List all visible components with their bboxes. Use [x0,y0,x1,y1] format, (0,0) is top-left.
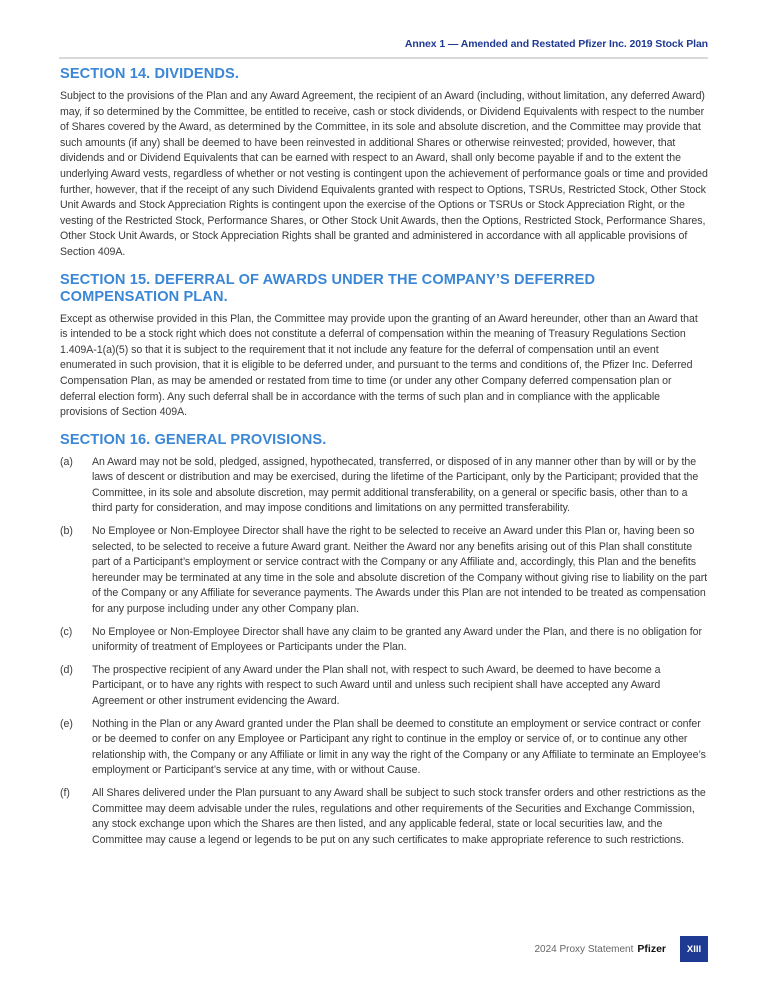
running-header-title: Annex 1 — Amended and Restated Pfizer Inc. 2019 Stock Plan [404,38,708,50]
footer-brand: Pfizer [637,943,666,955]
page-content [60,66,708,855]
section-14-dividends [60,66,708,261]
item-text: No Employee or Non-Employee Director shall have the right to be selected to receive an Award under this Plan or, having been so selected, to be selected to receive a future Award grant. Neither the Award nor any benefits arising out of this Plan shall constitute part of a Participant’s employment or service contract with the Company or any Affiliate and, accordingly, this Plan and the benefits hereunder may be terminated at any time in the sole and absolute discretion of the Company without giving rise to liability on the part of the Company or any Affiliate for severance payments. The Awards under this Plan are not intended to be treated as compensation for any purpose including under any other Company plan. [92,525,708,616]
page-number-badge: XIII [680,936,708,962]
section-body: Except as otherwise provided in this Plan, the Committee may provide upon the granting of an Award hereunder, other than an Award that is intended to be a stock right which does not constitute a deferral of compensation within the meaning of Treasury Regulations Section 1.409A-1(a)(5) so that it is subject to the requirement that it not include any feature for the deferral of compensation until an event enumerated in such provision, that it is eligible to be deferred under, and pursuant to the terms and conditions of, the Pfizer Inc. Deferred Compensation Plan, as may be amended or restated from time to time (or under any other Company deferred compensation plan or deferral election form). Any such deferral shall be in accordance with the terms of such plan and in compliance with the applicable provisions of Section 409A. [60,312,698,419]
section-heading: SECTION 16. GENERAL PROVISIONS. [60,431,327,448]
provision-item-f [60,786,708,848]
item-text: All Shares delivered under the Plan pursuant to any Award shall be subject to such stock transfer orders and other restrictions as the Committee may deem advisable under the rules, regulations and other requirements of the Securities and Exchange Commission, any stock exchange upon which the Shares are then listed, and any applicable federal, state or local securities law, and the Committee may cause a legend or legends to be put on any such certificates to make appropriate reference to such restrictions. [92,786,706,846]
item-text: An Award may not be sold, pledged, assigned, hypothecated, transferred, or disposed of in any manner other than by will or by the laws of descent or distribution and may be exercised, during the lifetime of the Participant, only by the Participant; provided that the Committee, in its sole and absolute discretion, may permit additional transferability, on a general or specific basis, other than to a third party for consideration, and may impose conditions and limitations on any permitted transferability. [92,455,699,515]
section-body: Subject to the provisions of the Plan and any Award Agreement, the recipient of an Award (including, without limitation, any deferred Award) may, if so determined by the Committee, be entitled to receive, cash or stock dividends, or Dividend Equivalents with respect to the number of Shares covered by the Award, as determined by the Committee, in its sole and absolute discretion, and the Committee may provide that such amounts (if any) shall be deemed to have been reinvested in additional Shares or otherwise reinvested; provided, however, that dividends and or Dividend Equivalents that can be earned with respect to an Award, shall only become payable if and to the extent the underlying Award vests, regardless of whether or not vesting is contingent upon the achievement of performance goals or time and provided further, however, that if the receipt of any such Dividend Equivalents granted with respect to Options, TSRUs, Restricted Stock, Other Stock Unit Awards and Stock Appreciation Rights is contingent upon the exercise of the Options or TSRUs or Stock Appreciation Right, or the vesting of the Restricted Stock, Performance Shares, or Other Stock Unit Awards, then the Options, Restricted Stock, Performance Shares, Other Stock Unit Awards, or Stock Appreciation Rights shall be granted and administered in accordance with all applicable provisions of Section 409A. [60,90,708,258]
provision-item-e [60,717,708,779]
item-label: (b) [60,525,73,538]
provision-item-d [60,663,708,710]
header-divider [59,57,708,59]
footer-proxy-label: 2024 Proxy Statement [534,943,634,955]
provision-item-a [60,455,708,517]
section-heading: SECTION 15. DEFERRAL OF AWARDS UNDER THE COMPANY’S DEFERRED COMPENSATION PLAN. [60,271,596,305]
item-label: (a) [60,455,73,468]
section-16-general-provisions [60,432,708,849]
item-label: (f) [60,786,70,799]
section-15-deferral [60,272,708,421]
item-label: (c) [60,625,73,638]
item-text: Nothing in the Plan or any Award granted under the Plan shall be deemed to constitute an employment or service contract or confer or be deemed to confer on any Employee or Participant any right to continue in the employ or service of, or to continue any other relationship with, the Company or any Affiliate or limit in any way the right of the Company or any Affiliate to terminate an Employee’s employment or Participant’s service at any time, with or without Cause. [92,717,706,777]
section-heading: SECTION 14. DIVIDENDS. [60,66,239,82]
item-label: (d) [60,663,73,676]
item-label: (e) [60,717,73,730]
item-text: The prospective recipient of any Award under the Plan shall not, with respect to such Award, be deemed to have become a Participant, or to have any rights with respect to such Award until and unless such recipient shall have accepted any Award Agreement or other instrument evidencing the Award. [92,663,661,707]
provision-item-b [60,524,708,618]
page-footer [534,936,708,962]
provision-item-c [60,625,708,656]
item-text: No Employee or Non-Employee Director shall have any claim to be granted any Award under the Plan, and there is no obligation for uniformity of treatment of Employees or Participants under the Plan. [92,625,702,654]
